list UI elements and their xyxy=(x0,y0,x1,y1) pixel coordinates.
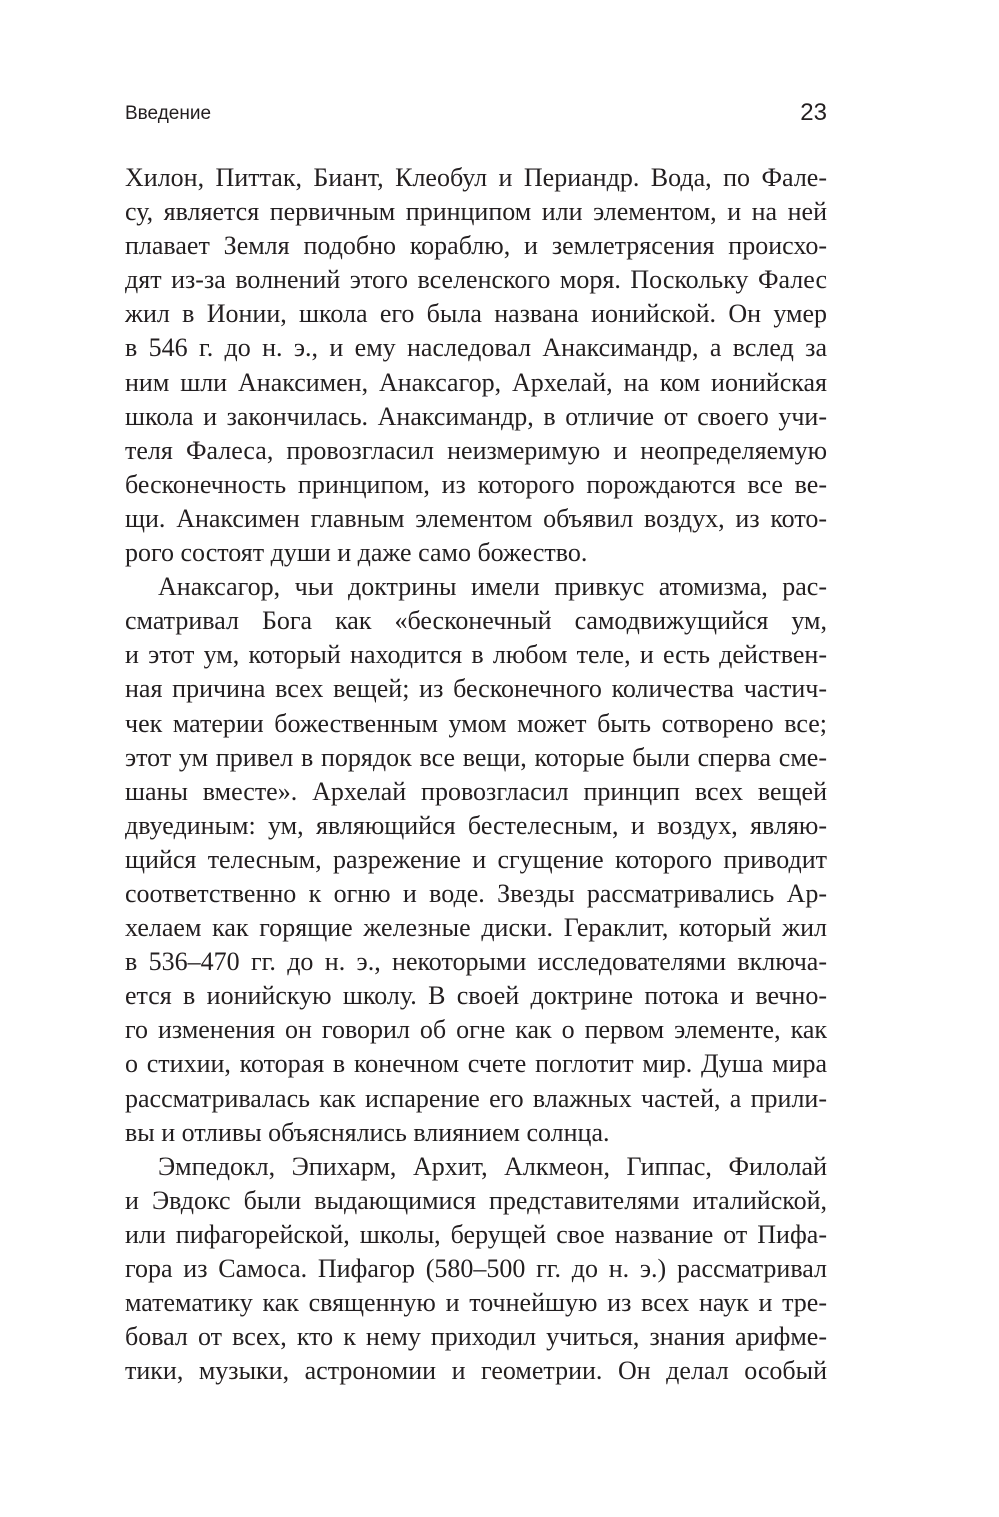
text-line: двуединым: ум, являющийся бестелесным, и воздух, являю- xyxy=(125,810,827,840)
text-line: бесконечность принципом, из которого порождаются все ве- xyxy=(125,469,827,499)
text-line: Эмпедокл, Эпихарм, Архит, Алкмеон, Гиппас, Филолай xyxy=(158,1151,827,1181)
text-line: Анаксагор, чьи доктрины имели привкус атомизма, рас- xyxy=(158,572,827,602)
text-line: чек материи божественным умом может быть сотворено все; xyxy=(125,708,827,738)
text-line: школа и закончилась. Анаксимандр, в отличие от своего учи- xyxy=(125,401,827,431)
paragraph-1 xyxy=(125,161,827,570)
text-line: в 546 г. до н. э., и ему наследовал Анаксимандр, а вслед за xyxy=(125,333,827,363)
text-line: соответственно к огню и воде. Звезды рассматривались Ар- xyxy=(125,878,827,908)
text-line: бовал от всех, кто к нему приходил учиться, знания арифме- xyxy=(125,1322,827,1352)
text-line: рого состоят души и даже само божество. xyxy=(125,538,588,568)
text-line: шаны вместе». Архелай провозгласил принцип всех вещей xyxy=(125,776,827,806)
text-line: рассматривалась как испарение его влажных частей, а прили- xyxy=(125,1083,827,1113)
text-line: вы и отливы объяснялись влиянием солнца. xyxy=(125,1117,610,1147)
text-line: щи. Анаксимен главным элементом объявил воздух, из кото- xyxy=(125,503,827,533)
text-line: су, является первичным принципом или элементом, и на ней xyxy=(125,197,827,227)
text-line: ная причина всех вещей; из бесконечного количества частич- xyxy=(125,674,827,704)
text-line: жил в Ионии, школа его была названа ионийской. Он умер xyxy=(125,299,827,329)
paragraph-2 xyxy=(125,570,827,1150)
running-head: Введение xyxy=(125,103,212,124)
text-line: о стихии, которая в конечном счете поглотит мир. Душа мира xyxy=(125,1049,827,1079)
text-line: или пифагорейской, школы, берущей свое название от Пифа- xyxy=(125,1219,827,1249)
text-line: этот ум привел в порядок все вещи, которые были сперва сме- xyxy=(125,742,827,772)
text-line: и этот ум, который находится в любом теле, и есть действен- xyxy=(125,640,827,670)
text-line: хелаем как горящие железные диски. Гераклит, который жил xyxy=(125,913,827,943)
text-line: плавает Земля подобно кораблю, и землетрясения происхо- xyxy=(125,231,827,261)
text-line: в 536–470 гг. до н. э., некоторыми исследователями включа- xyxy=(125,947,827,977)
text-line: теля Фалеса, провозгласил неизмеримую и неопределяемую xyxy=(125,435,827,465)
text-line: тики, музыки, астрономии и геометрии. Он делал особый xyxy=(125,1356,827,1386)
text-line: и Эвдокс были выдающимися представителями италийской, xyxy=(125,1185,827,1215)
paragraph-3 xyxy=(125,1150,827,1389)
text-line: ется в ионийскую школу. В своей доктрине потока и вечно- xyxy=(125,981,827,1011)
text-line: математику как священную и точнейшую из всех наук и тре- xyxy=(125,1288,827,1318)
text-line: щийся телесным, разрежение и сгущение которого приводит xyxy=(125,844,827,874)
text-line: сматривал Бога как «бесконечный самодвижущийся ум, xyxy=(125,606,827,636)
body-text xyxy=(125,161,827,1388)
text-line: гора из Самоса. Пифагор (580–500 гг. до н. э.) рассматривал xyxy=(125,1254,827,1283)
text-line: го изменения он говорил об огне как о первом элементе, как xyxy=(125,1015,827,1045)
text-line: ним шли Анаксимен, Анаксагор, Архелай, на ком ионийская xyxy=(125,367,827,397)
page-number: 23 xyxy=(800,99,827,126)
text-line: дят из-за волнений этого вселенского моря. Поскольку Фалес xyxy=(125,265,827,295)
text-line: Хилон, Питтак, Биант, Клеобул и Периандр. Вода, по Фале- xyxy=(125,163,827,192)
